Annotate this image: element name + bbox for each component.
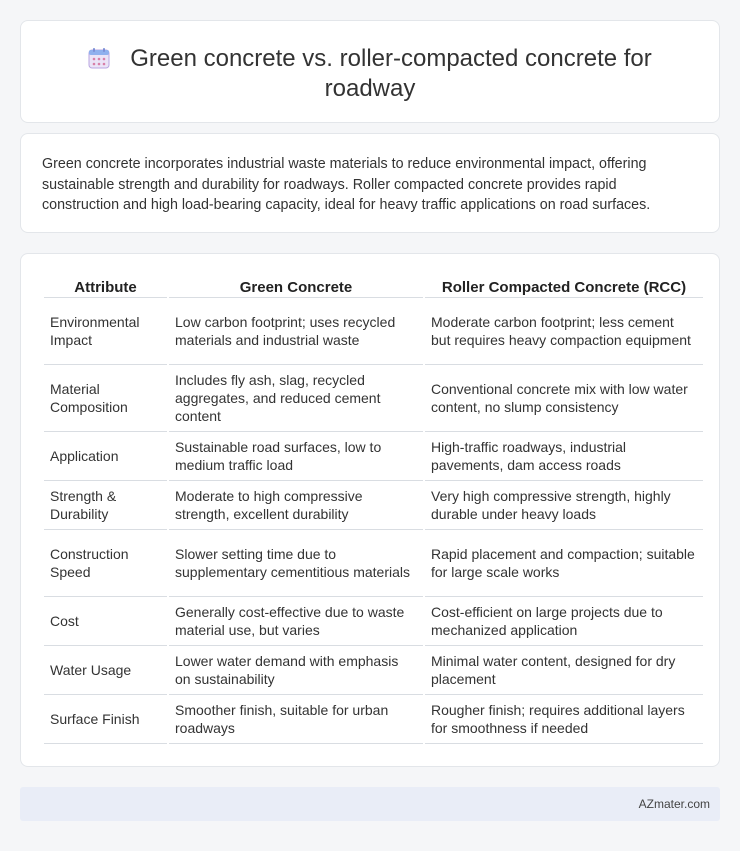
row-green-value: Lower water demand with emphasis on sustainability [169, 646, 423, 695]
intro-card [20, 133, 720, 233]
calendar-icon [88, 47, 110, 69]
table-row [44, 646, 703, 695]
row-rcc-value: Rougher finish; requires additional layers for smoothness if needed [425, 695, 703, 744]
title-card [20, 20, 720, 123]
table-row [44, 597, 703, 646]
row-green-value: Moderate to high compressive strength, excellent durability [169, 481, 423, 530]
row-attribute: Water Usage [44, 646, 167, 695]
row-green-value: Low carbon footprint; uses recycled materials and industrial waste [169, 298, 423, 365]
table-row [44, 365, 703, 432]
row-rcc-value: High-traffic roadways, industrial pavements, dam access roads [425, 432, 703, 481]
table-row [44, 432, 703, 481]
table-row [44, 298, 703, 365]
comparison-table [42, 274, 705, 744]
row-rcc-value: Cost-efficient on large projects due to mechanized application [425, 597, 703, 646]
header-green-concrete: Green Concrete [169, 274, 423, 298]
row-attribute: Application [44, 432, 167, 481]
intro-text: Green concrete incorporates industrial waste materials to reduce environmental impact, offering sustainable strength and durability for roadways. Roller compacted concrete provides rapid construction and high load-bearing capacity, ideal for heavy traffic applications on road surfaces. [42, 156, 651, 213]
header-attribute: Attribute [44, 274, 167, 298]
row-attribute: Strength & Durability [44, 481, 167, 530]
row-attribute: Environmental Impact [44, 298, 167, 365]
row-green-value: Slower setting time due to supplementary cementitious materials [169, 530, 423, 597]
table-header-row [44, 274, 703, 298]
row-green-value: Includes fly ash, slag, recycled aggregates, and reduced cement content [169, 365, 423, 432]
row-rcc-value: Minimal water content, designed for dry placement [425, 646, 703, 695]
table-row [44, 530, 703, 597]
row-rcc-value: Rapid placement and compaction; suitable for large scale works [425, 530, 703, 597]
row-rcc-value: Conventional concrete mix with low water content, no slump consistency [425, 365, 703, 432]
table-row [44, 695, 703, 744]
row-green-value: Generally cost-effective due to waste material use, but varies [169, 597, 423, 646]
table-row [44, 481, 703, 530]
row-attribute: Construction Speed [44, 530, 167, 597]
page-title-wrap [21, 44, 719, 104]
row-attribute: Cost [44, 597, 167, 646]
footer-bar [20, 787, 720, 821]
row-attribute: Material Composition [44, 365, 167, 432]
row-rcc-value: Moderate carbon footprint; less cement but requires heavy compaction equipment [425, 298, 703, 365]
comparison-table-card [20, 253, 720, 767]
row-attribute: Surface Finish [44, 695, 167, 744]
row-rcc-value: Very high compressive strength, highly durable under heavy loads [425, 481, 703, 530]
page-title: Green concrete vs. roller-compacted concrete for roadway [130, 45, 652, 102]
footer-site-name: AZmater.com [638, 797, 710, 811]
row-green-value: Smoother finish, suitable for urban roadways [169, 695, 423, 744]
header-rcc: Roller Compacted Concrete (RCC) [425, 274, 703, 298]
row-green-value: Sustainable road surfaces, low to medium traffic load [169, 432, 423, 481]
